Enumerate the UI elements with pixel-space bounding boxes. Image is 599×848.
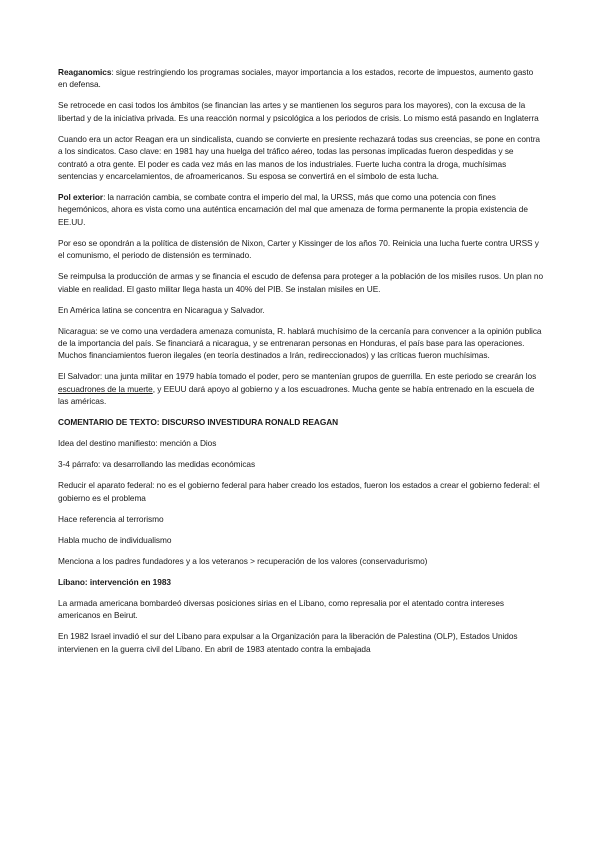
paragraph-sindicalista: Cuando era un actor Reagan era un sindicalista, cuando se convierte en presiente rechazará todas sus creencias, se pone en contra a los sindicatos. Caso clave: en 1981 hay una huelga del tráfico aéreo, todas las personas implicadas fueron despedidas y se contrató a otra gente. El poder es cada vez más en las manos de los industriales. Fuerte lucha contra la droga, muchísimas sentencias y encarcelamientos, de afroamericanos. Su esposa se convertirá en el símbolo de esta lucha. [58, 133, 540, 182]
paragraph-terrorismo: Hace referencia al terrorismo [58, 513, 164, 524]
paragraph-text: : sigue restringiendo los programas sociales, mayor importancia a los estados, recorte de impuestos, aumento gasto en defensa. [58, 67, 534, 90]
paragraph-parrafo-3-4: 3-4 párrafo: va desarrollando las medidas económicas [58, 459, 256, 470]
paragraph-padres-fundadores: Menciona a los padres fundadores y a los veteranos > recuperación de los valores (conservadurismo) [58, 555, 428, 566]
term-reaganomics: Reaganomics [58, 67, 112, 77]
document-body [58, 66, 544, 664]
underlined-term: escuadrones de la muerte [58, 383, 153, 394]
paragraph-reaganomics [58, 66, 544, 91]
paragraph-el-salvador [58, 370, 544, 407]
term-pol-exterior: Pol exterior [58, 192, 104, 203]
paragraph-destino-manifiesto: Idea del destino manifiesto: mención a Dios [58, 438, 217, 449]
paragraph-america-latina: En América latina se concentra en Nicaragua y Salvador. [58, 304, 265, 315]
paragraph-armada-americana: La armada americana bombardeó diversas posiciones sirias en el Líbano, como represalia por el atentado contra intereses americanos en Beirut. [58, 597, 505, 621]
paragraph-pol-exterior [58, 191, 544, 228]
paragraph-text: El Salvador: una junta militar en 1979 había tomado el poder, pero se mantenían grupos de guerrilla. En este periodo se crearán los [58, 371, 537, 382]
section-heading-libano: Líbano: intervención en 1983 [58, 576, 171, 587]
paragraph-nicaragua: Nicaragua: se ve como una verdadera amenaza comunista, R. hablará muchísimo de la cercanía para convencer a la opinión publica de la importancia del país. Se financiará a nicaragua, y se entrenaran personas en Honduras, el país base para las operaciones. Muchos financiamientos fueron ilegales (en teoría destinados a Irán, redireccionados) y las críticas fueron muchísimas. [58, 325, 542, 361]
section-heading-comentario: COMENTARIO DE TEXTO: DISCURSO INVESTIDURA RONALD REAGAN [58, 417, 339, 428]
paragraph-armas: Se reimpulsa la producción de armas y se financia el escudo de defensa para proteger a la población de los misiles rusos. Un plan no viable en realidad. El gasto militar llega hasta un 40% del PIB. Se instalan misiles en UE. [58, 271, 544, 294]
paragraph-individualismo: Habla mucho de individualismo [58, 534, 172, 545]
paragraph-text: , y EEUU dará apoyo al gobierno y a los escuadrones. Mucha gente se había entrenado en la escuela de las américas. [58, 383, 535, 407]
paragraph-text: : la narración cambia, se combate contra el imperio del mal, la URSS, más que como una potencia con fines hegemónicos, ahora es vista como una auténtica encarnación del mal que amenaza de forma permanente la propia existencia de EE.UU. [58, 192, 528, 227]
paragraph-retrocede: Se retrocede en casi todos los ámbitos (se financian las artes y se mantienen los seguros para los mayores), con la excusa de la libertad y de la iniciativa privada. Es una reacción normal y psicológica a los periodos de crisis. Lo mismo está pasando en Inglaterra [58, 100, 539, 123]
paragraph-distension: Por eso se opondrán a la política de distensión de Nixon, Carter y Kissinger de los años 70. Reinicia una lucha fuerte contra URSS y el comunismo, el periodo de distensión es terminado. [58, 237, 539, 261]
paragraph-israel-1982: En 1982 Israel invadió el sur del Líbano para expulsar a la Organización para la liberación de Palestina (OLP), Estados Unidos intervienen en la guerra civil del Líbano. En abril de 1983 atentado contra la embajada [58, 631, 518, 654]
paragraph-aparato-federal: Reducir el aparato federal: no es el gobierno federal para haber creado los estados, fueron los estados a crear el gobierno federal: el gobierno es el problema [58, 480, 540, 503]
